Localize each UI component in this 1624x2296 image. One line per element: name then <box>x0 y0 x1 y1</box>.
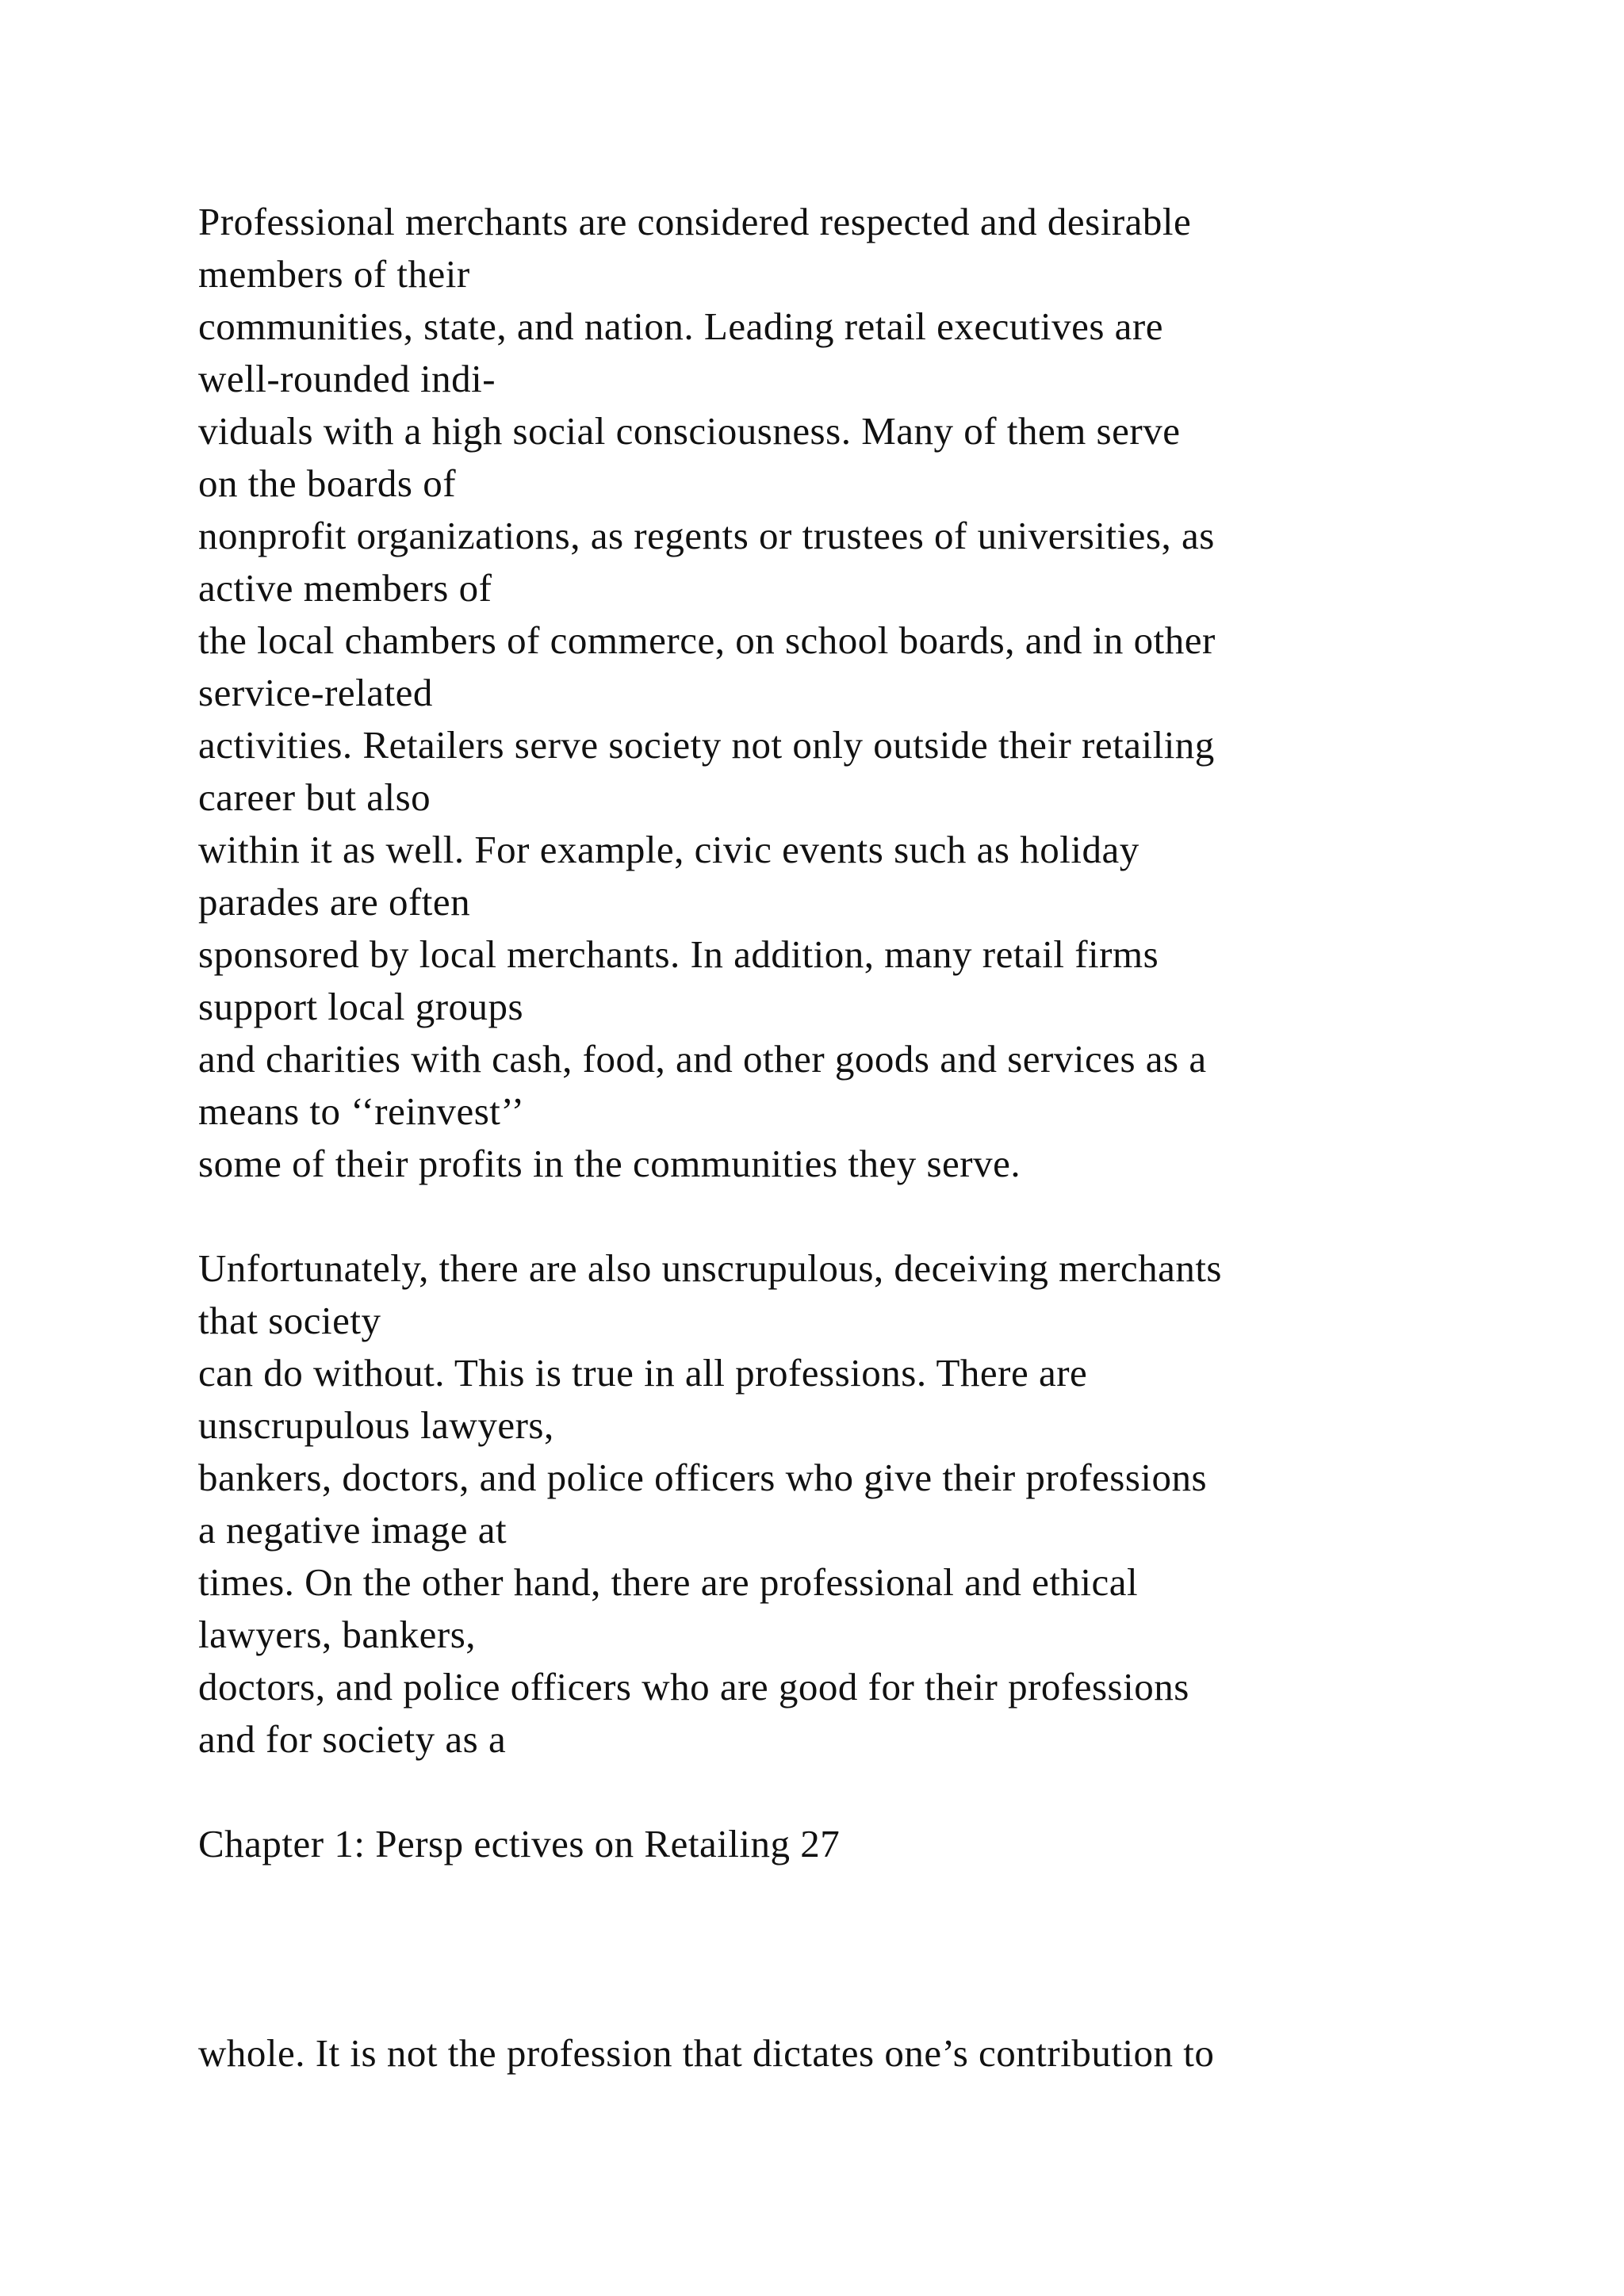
text-line: means to ‘‘reinvest’’ <box>198 1089 525 1133</box>
page-footer: Chapter 1: Persp ectives on Retailing 27 <box>198 1822 841 1866</box>
text-line: times. On the other hand, there are professional and ethical <box>198 1560 1139 1604</box>
text-line: doctors, and police officers who are good for their professions <box>198 1665 1189 1709</box>
text-line: and for society as a <box>198 1717 507 1761</box>
text-line: sponsored by local merchants. In addition, many retail firms <box>198 932 1159 976</box>
text-line: parades are often <box>198 880 471 924</box>
text-line: members of their <box>198 252 470 296</box>
continuation-line: whole. It is not the profession that dictates one’s contribution to <box>198 2031 1215 2075</box>
text-line: activities. Retailers serve society not only outside their retailing <box>198 723 1215 767</box>
text-line: nonprofit organizations, as regents or trustees of universities, as <box>198 514 1215 557</box>
text-line: Professional merchants are considered respected and desirable <box>198 200 1192 243</box>
text-line: well-rounded indi- <box>198 357 496 400</box>
text-line: communities, state, and nation. Leading retail executives are <box>198 304 1163 348</box>
text-line: viduals with a high social consciousness. Many of them serve <box>198 409 1181 453</box>
text-line: lawyers, bankers, <box>198 1613 477 1656</box>
text-line: Unfortunately, there are also unscrupulous, deceiving merchants <box>198 1246 1223 1290</box>
text-line: a negative image at <box>198 1508 508 1552</box>
text-line: that society <box>198 1299 381 1342</box>
text-line: can do without. This is true in all professions. There are <box>198 1351 1088 1395</box>
text-line: active members of <box>198 566 492 610</box>
text-line: on the boards of <box>198 461 457 505</box>
text-line: service-related <box>198 671 433 714</box>
text-line: career but also <box>198 775 431 819</box>
text-line: support local groups <box>198 985 524 1028</box>
text-line: some of their profits in the communities they serve. <box>198 1142 1021 1185</box>
text-line: bankers, doctors, and police officers who give their professions <box>198 1456 1208 1499</box>
text-line: and charities with cash, food, and other goods and services as a <box>198 1037 1207 1081</box>
text-line: unscrupulous lawyers, <box>198 1403 554 1447</box>
text-line: within it as well. For example, civic events such as holiday <box>198 828 1139 871</box>
text-line: the local chambers of commerce, on school boards, and in other <box>198 618 1216 662</box>
